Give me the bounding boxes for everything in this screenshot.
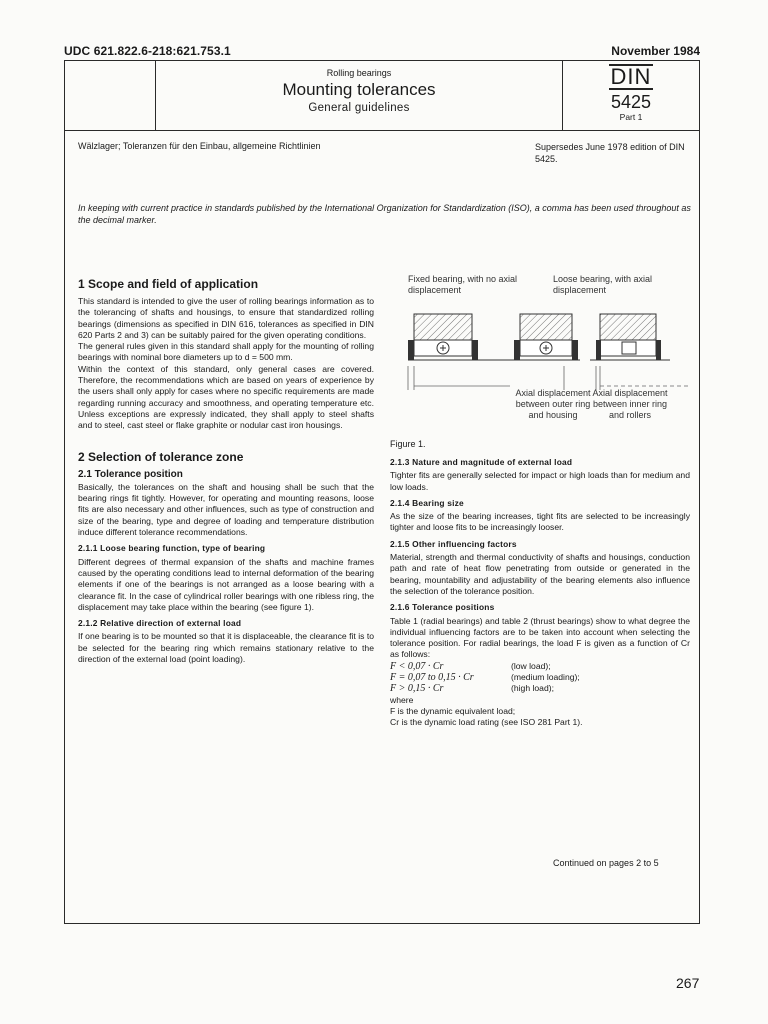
axial-outer-label: Axial displacement between outer ring and housing [515,388,591,420]
fixed-bearing-drawing [408,314,510,390]
german-title: Wälzlager; Toleranzen für den Einbau, allgemeine Richtlinien [78,141,321,151]
section-2-1-5-text: Material, strength and thermal conductivity of shafts and housings, conduction path and rate of heat flow penetrating from outside or generated in the bearing, mountability and adjustability of the bearing elements also influence the selection of the tolerance position. [390,552,690,596]
page-number: 267 [676,975,700,991]
section-2-1-1-text: Different degrees of thermal expansion of the shafts and machine frames caused by the operating conditions lead to internal deformation of the bearing elements if one of the bearings is not arranged as a loose bearing with a clearance fit. In the case of cylindrical roller bearings with one ribless ring, the displacement may take place within the bearing (see figure 1). [78,556,374,612]
publication-date: November 1984 [611,44,700,58]
axial-inner-label: Axial displacement between inner ring and rollers [592,388,668,420]
section-2-1-heading: 2.1 Tolerance position [78,468,183,480]
din-logo: DIN [610,64,652,89]
where-label: where [390,694,414,705]
section-2-1-3-heading: 2.1.3 Nature and magnitude of external load [390,457,573,467]
equation-row [390,672,690,683]
section-1-paragraph: The general rules given in this standard shall apply for the mounting of rolling bearings with nominal bore diameters up to d = 500 mm. [78,341,374,363]
definition-f: F is the dynamic equivalent load; [390,705,516,716]
section-1-heading: 1 Scope and field of application [78,277,259,291]
section-2-1-2-heading: 2.1.2 Relative direction of external load [78,618,242,629]
supersedes-note: Supersedes June 1978 edition of DIN 5425. [535,142,685,164]
equation-row [390,683,690,694]
left-column [78,277,374,665]
section-1-paragraph: This standard is intended to give the user of rolling bearings information as to the tolerancing of shafts and housings, to ensure that standardized rolling bearings (dimensions as specified in DIN 616, tolerances as specified in DIN 620 Parts 2 and 3) can be suitably paired for the given operating conditions. [78,296,374,340]
section-2-1-1-heading: 2.1.1 Loose bearing function, type of bearing [78,543,266,554]
equation-description: (high load); [511,683,554,694]
loose-bearing-outer-drawing [510,314,580,390]
section-2-1-6-text: Table 1 (radial bearings) and table 2 (thrust bearings) show to what degree the individual influencing factors are to be taken into account when selecting the tolerance position. For radial bearings, the load F is given as a function of Cr as follows: [390,615,690,660]
section-2-1-5-heading: 2.1.5 Other influencing factors [390,538,517,549]
equation: F = 0,07 to 0,15 · Cr [390,672,474,684]
title-block [156,68,562,114]
fixed-bearing-label: Fixed bearing, with no axial displacement [408,274,518,295]
section-2-1-4-heading: 2.1.4 Bearing size [390,497,464,508]
definition-cr: Cr is the dynamic load rating (see ISO 281 Part 1). [390,717,583,728]
right-column [390,457,690,729]
section-2-1-2-text: If one bearing is to be mounted so that it is displaceable, the clearance fit is to be selected for the bearing ring which remains stationary relative to the direction of the external load (point loading). [78,631,374,665]
bearing-diagram [400,310,692,390]
section-2-1-6-heading: 2.1.6 Tolerance positions [390,602,495,613]
loose-bearing-roller-drawing [590,314,690,390]
equation-description: (medium loading); [511,672,580,683]
subtitle: General guidelines [308,102,410,114]
section-2-heading: 2 Selection of tolerance zone [78,449,244,464]
supertitle: Rolling bearings [326,68,392,78]
equation-description: (low load); [511,660,551,671]
section-2-1-3-text: Tighter fits are generally selected for impact or high loads than for medium and low loads. [390,470,690,492]
decimal-marker-note: In keeping with current practice in standards published by the International Organization for Standardization (ISO), a comma has been used throughout as the decimal marker. [78,203,691,225]
equation-row [390,661,690,672]
page-title: Mounting tolerances [282,80,436,99]
din-part: Part 1 [619,112,643,122]
loose-bearing-label: Loose bearing, with axial displacement [553,274,653,295]
header-divider [64,130,700,131]
section-1-paragraph: Within the context of this standard, only general cases are covered. Therefore, the recommendations which are based on years of experience by the users shall only apply for cases where no specific requirements are made regarding running accuracy and smoothness, and operating temperature etc. Unless exceptions are expressly indicated, they shall apply to steel shafts and to steel, cast steel or flake graphite or nodular cast iron housings. [78,363,374,431]
udc-code: UDC 621.822.6-218:621.753.1 [64,44,231,58]
section-2-1-text: Basically, the tolerances on the shaft and housing shall be such that the bearing rings fit tightly. However, for operating and mounting reasons, loose fits are also necessary and other influences, such as type of construction and size of the bearing, type and degree of loading and temperature distribution induce different tolerance recommendations. [78,481,374,538]
section-2-1-4-text: As the size of the bearing increases, tight fits are selected to be increasingly tighter and loose fits to be increasingly looser. [390,511,690,533]
equation: F < 0,07 · Cr [390,660,444,672]
din-number: 5425 [610,92,652,112]
figure-caption: Figure 1. [390,439,426,449]
equation: F > 0,15 · Cr [390,683,444,695]
din-block [563,62,699,122]
figure-1 [390,274,692,454]
continued-note: Continued on pages 2 to 5 [553,858,659,868]
